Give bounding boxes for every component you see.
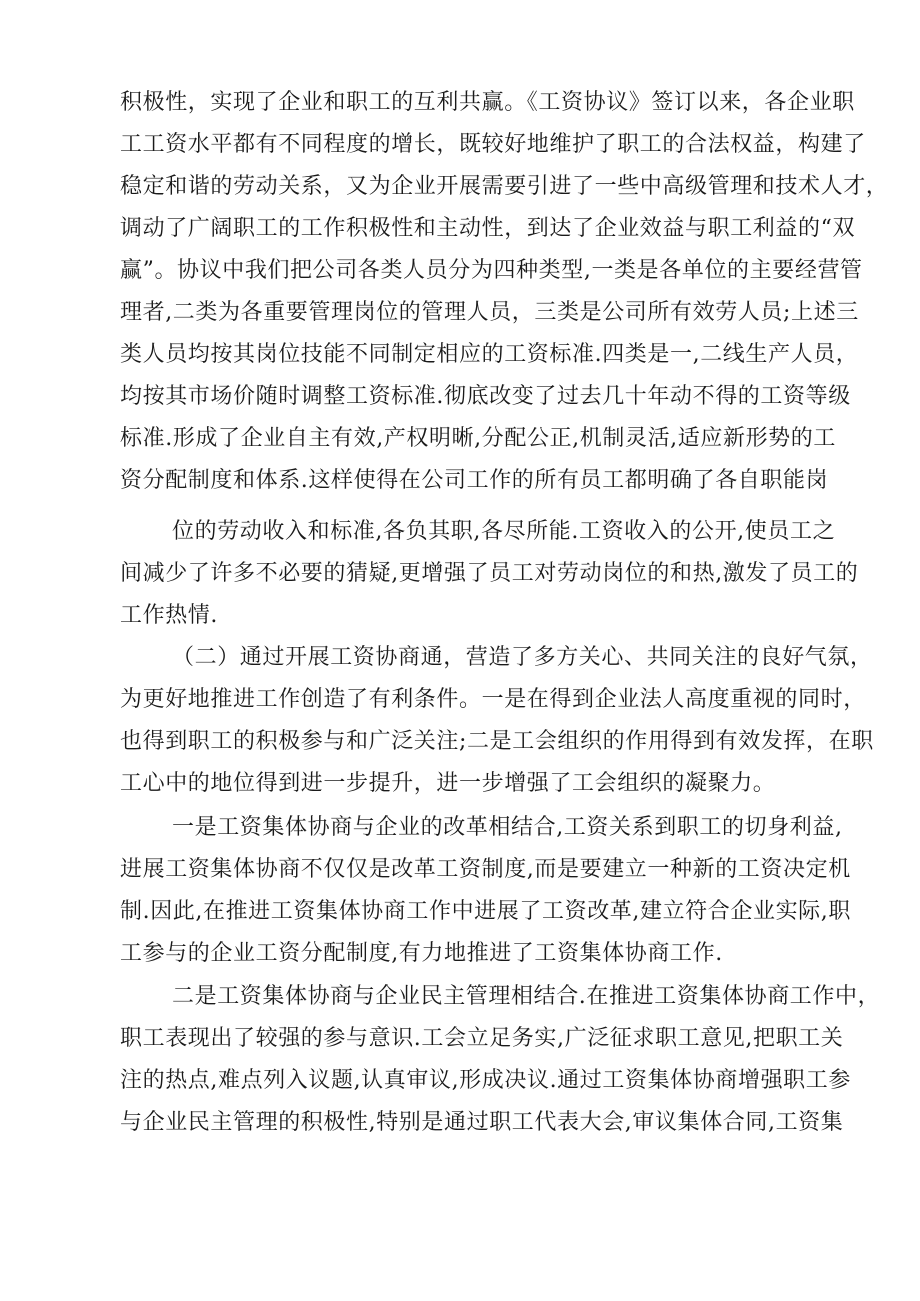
text-line: 进展工资集体协商不仅仅是改革工资制度,而是要建立一种新的工资决定机	[120, 857, 851, 882]
text-line: 位的劳动收入和标准,各负其职,各尽所能.工资收入的公开,使员工之	[172, 519, 836, 544]
paragraph-4	[120, 807, 851, 975]
text-line: 工作热情.	[120, 603, 218, 628]
text-line: 标准.形成了企业自主有效,产权明晰,分配公正,机制灵活,适应新形势的工	[120, 426, 836, 451]
text-line: 二是工资集体协商与企业民主管理相结合.在推进工资集体协商工作中，	[172, 984, 881, 1009]
text-line: 积极性，实现了企业和职工的互利共赢。《工资协议》签订以来，各企业职	[120, 90, 855, 115]
text-line: 与企业民主管理的积极性,特别是通过职工代表大会,审议集体合同,工资集	[120, 1110, 844, 1135]
paragraph-2	[120, 511, 858, 637]
text-line: 调动了广阔职工的工作积极性和主动性，到达了企业效益与职工利益的“双	[120, 216, 856, 241]
text-line: 也得到职工的积极参与和广泛关注;二是工会组织的作用得到有效发挥，在职	[120, 729, 874, 754]
text-line: 工参与的企业工资分配制度,有力地推进了工资集体协商工作.	[120, 941, 723, 966]
text-line: 工心中的地位得到进一步提升，进一步增强了工会组织的凝聚力。	[120, 771, 776, 796]
paragraph-3	[120, 637, 874, 805]
text-line: 稳定和谐的劳动关系，又为企业开展需要引进了一些中高级管理和技术人才，	[120, 174, 889, 199]
text-line: （二）通过开展工资协商通，营造了多方关心、共同关注的良好气氛，	[172, 645, 873, 670]
text-line: 赢”。协议中我们把公司各类人员分为四种类型,一类是各单位的主要经营管	[120, 258, 863, 283]
text-line: 注的热点,难点列入议题,认真审议,形成决议.通过工资集体协商增强职工参	[120, 1068, 851, 1093]
text-line: 工工资水平都有不同程度的增长，既较好地维护了职工的合法权益，构建了	[120, 132, 866, 157]
text-line: 均按其市场价随时调整工资标准.彻底改变了过去几十年动不得的工资等级	[120, 384, 851, 409]
text-line: 理者,二类为各重要管理岗位的管理人员，三类是公司所有效劳人员;上述三	[120, 300, 859, 325]
text-line: 制.因此,在推进工资集体协商工作中进展了工资改革,建立符合企业实际,职	[120, 899, 851, 924]
text-line: 为更好地推进工作创造了有利条件。一是在得到企业法人高度重视的同时，	[120, 687, 866, 712]
paragraph-5	[120, 976, 880, 1144]
text-line: 资分配制度和体系.这样使得在公司工作的所有员工都明确了各自职能岗	[120, 468, 829, 493]
text-line: 间减少了许多不必要的猜疑,更增强了员工对劳动岗位的和热,激发了员工的	[120, 561, 859, 586]
text-line: 一是工资集体协商与企业的改革相结合,工资关系到职工的切身利益,	[172, 815, 843, 840]
paragraph-1	[120, 82, 888, 502]
text-line: 职工表现出了较强的参与意识.工会立足务实,广泛征求职工意见,把职工关	[120, 1026, 844, 1051]
text-line: 类人员均按其岗位技能不同制定相应的工资标准.四类是一,二线生产人员，	[120, 342, 859, 367]
